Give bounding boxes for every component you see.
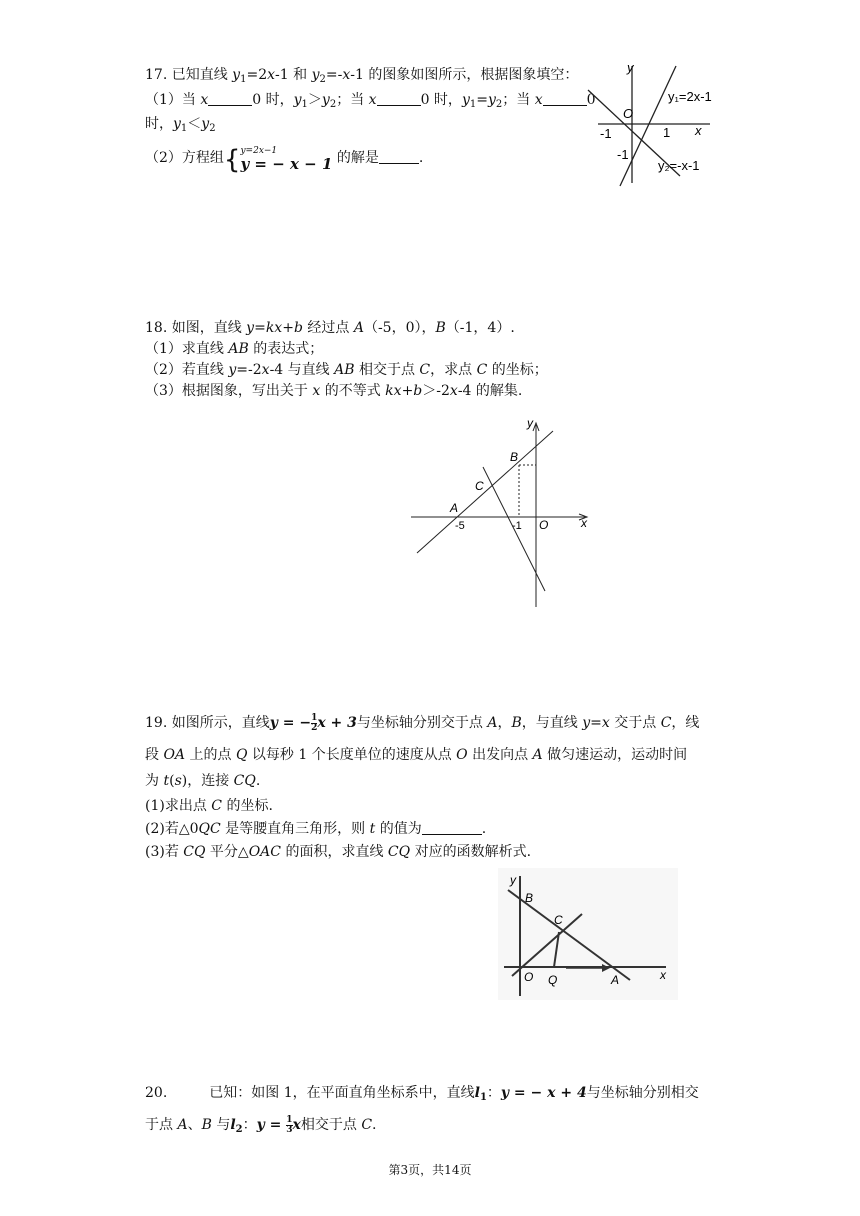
x-axis-label: x xyxy=(695,123,702,138)
q17-line-3: 时，$y_1<y_2$ xyxy=(145,116,216,134)
fraction: $\frac{1}{2}$ xyxy=(311,712,318,733)
q17-figure xyxy=(580,58,730,188)
q18-line-4: （3）根据图象，写出关于 x 的不等式 kx+b＞-2x-4 的解集. xyxy=(145,383,523,399)
answer-blank[interactable] xyxy=(377,91,421,106)
origin-label: O xyxy=(524,970,534,984)
q17-line-2: （1）当 x 0 时，$y_1>y_2$；当 x 0 时，$y_1=y_2$；当 x 0 xyxy=(145,92,596,110)
q18-line-3: （2）若直线 y=-2x-4 与直线 AB 相交于点 C，求点 C 的坐标； xyxy=(145,362,548,378)
q17-line-1: 17. 已知直线 $y_1=2x-1$ 和 $y_2=-x-1$ 的图象如图所示，根据图象填空： xyxy=(145,67,579,85)
point-b-label: B xyxy=(525,891,534,905)
q19-line-4: (1)求出点 C 的坐标. xyxy=(145,798,273,814)
x-axis-label: x xyxy=(581,516,587,530)
x-axis-label: x xyxy=(660,968,666,982)
fraction: $\frac{1}{3}$ xyxy=(286,1114,293,1135)
origin-label: O xyxy=(539,518,549,532)
point-c-label: C xyxy=(554,913,563,927)
y-axis-label: y xyxy=(510,873,516,887)
q19-line-2: 段 OA 上的点 Q 以每秒 1 个长度单位的速度从点 O 出发向点 A 做匀速运动，运动时间 xyxy=(145,747,688,763)
point-q-label: Q xyxy=(548,973,558,987)
tick-label-1: 1 xyxy=(663,125,671,140)
q19-line-6: (3)若 CQ 平分△OAC 的面积，求直线 CQ 对应的函数解析式. xyxy=(145,844,532,860)
tick-label-neg1-y: -1 xyxy=(617,147,629,162)
line-ab xyxy=(417,431,553,553)
tick-label-neg5: -5 xyxy=(455,520,465,532)
q20-line-1: 20. 已知：如图 1，在平面直角坐标系中，直线$l_1$：y = − x + 4与坐标轴分别相交 xyxy=(145,1085,699,1103)
q19-line-3: 为 t(s)，连接 CQ. xyxy=(145,773,261,789)
point-a-label: A xyxy=(611,973,620,987)
answer-blank[interactable] xyxy=(208,91,252,106)
q20-line-2: 于点 A、B 与$l_2$：y = $\frac{1}{3}$ x相交于点 C. xyxy=(145,1114,377,1135)
tick-label-neg1-x: -1 xyxy=(600,126,612,141)
q18-line-2: （1）求直线 AB 的表达式； xyxy=(145,341,324,357)
line-y2-label: y₂=-x-1 xyxy=(658,158,700,173)
q19-line-1: 19. 如图所示，直线y = − $\frac{1}{2}$ x + 3与坐标轴分别交于点 A，B，与直线 y=x 交于点 C，线 xyxy=(145,712,700,733)
q18-figure xyxy=(405,415,595,610)
y-axis-label: y xyxy=(527,416,533,430)
answer-blank[interactable] xyxy=(379,149,419,164)
page-footer: 第3页，共14页 xyxy=(388,1163,472,1177)
point-b-label: B xyxy=(510,450,519,464)
q17-line-4: （2）方程组{ y=2x−1 y = − x − 1 的解是 . xyxy=(145,145,424,175)
q19-line-5: (2)若△0QC 是等腰直角三角形，则 t 的值为 . xyxy=(145,821,487,837)
line-y1-label: y₁=2x-1 xyxy=(668,89,712,104)
equation-system: y=2x−1 y = − x − 1 xyxy=(240,146,333,173)
y-axis-label: y xyxy=(627,60,634,75)
point-a-label: A xyxy=(450,501,459,515)
answer-blank[interactable] xyxy=(422,820,482,835)
origin-label: O xyxy=(623,106,634,121)
q19-figure xyxy=(498,868,678,1000)
tick-label-neg1: -1 xyxy=(512,520,522,532)
brace-icon: { xyxy=(223,145,241,175)
q18-line-1: 18. 如图，直线 y=kx+b 经过点 A（-5，0），B（-1，4）. xyxy=(145,320,515,336)
point-c-label: C xyxy=(475,479,484,493)
